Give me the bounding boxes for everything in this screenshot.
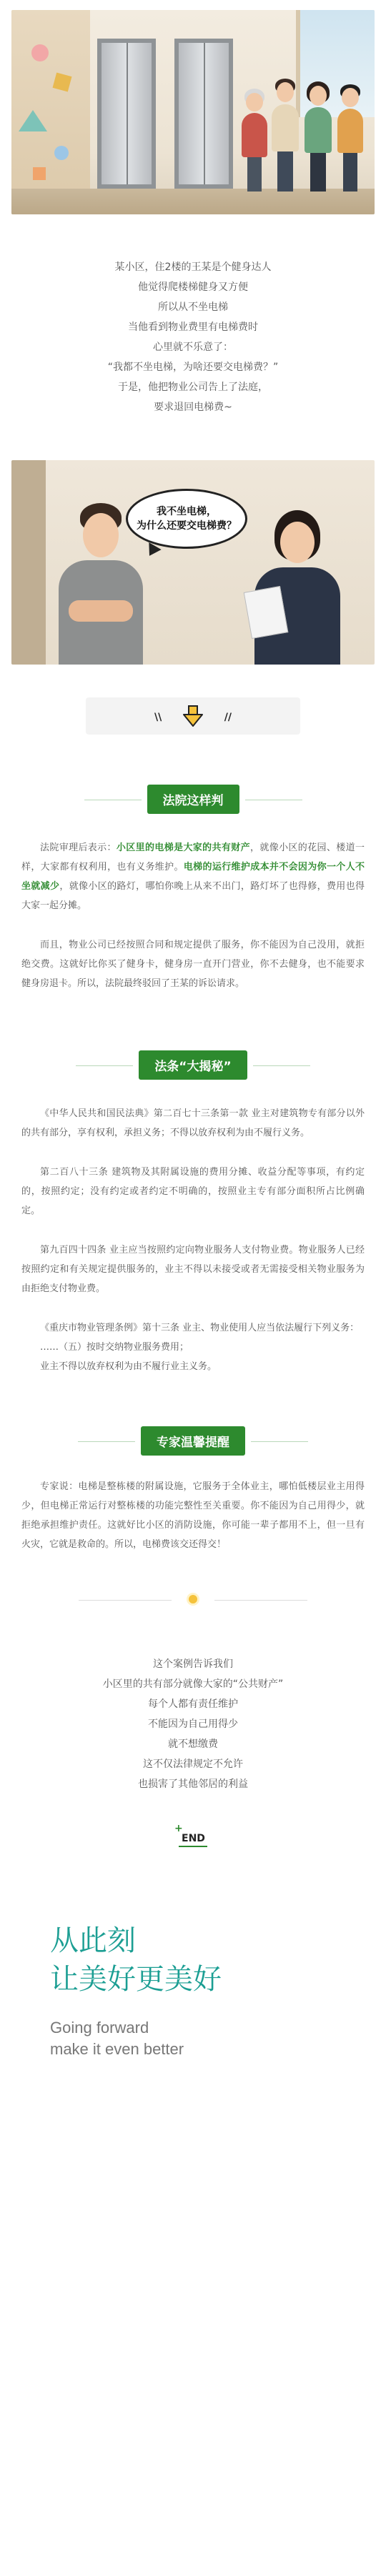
section-title-court-ruling: 法院这样判	[147, 785, 239, 814]
intro-line: 他觉得爬楼梯健身又方便	[138, 282, 248, 293]
intro-line: 当他看到物业费里有电梯费时	[128, 322, 258, 333]
intro-line: 心里就不乐意了：	[153, 342, 233, 353]
slogan-cn-line: 从此刻	[50, 1924, 136, 1957]
text-span: 法院审理后表示：	[40, 842, 117, 853]
intro-line: 所以从不坐电梯	[158, 302, 228, 313]
text-span: ，就像小区的路灯，哪怕你晚上从来不出门，路灯坏了也得修，费用也得大家一起分摊。	[21, 881, 365, 911]
law-paragraph-3: 第九百四十四条 业主应当按照约定向物业服务人支付物业费。物业服务人已经按照约定和有关规定提供服务的，业主不得以未接受或者无需接受相关物业服务为由拒绝支付物业费。	[21, 1245, 365, 1294]
closing-line: 就不想缴费	[168, 1739, 218, 1750]
end-mark	[172, 1823, 214, 1847]
court-ruling-paragraph-2: 而且，物业公司已经按照合同和规定提供了服务，你不能因为自己没用，就拒绝交费。这就好比你买了健身卡，健身房一直开门营业，你不去健身，也不能要求健身房退卡。所以，法院最终驳回了王某的诉讼请求。	[21, 940, 365, 989]
law-paragraph-6: 业主不得以放弃权利为由不履行业主义务。	[40, 1361, 217, 1372]
intro-text	[0, 257, 386, 417]
sun-icon	[187, 1593, 199, 1606]
closing-line: 这个案例告诉我们	[153, 1659, 233, 1670]
document-paper	[244, 586, 289, 639]
end-label: END	[182, 1833, 205, 1844]
intro-line: “我都不坐电梯，为啥还要交电梯费？”	[107, 362, 279, 373]
slogan-cn-line: 让美好更美好	[50, 1963, 222, 1996]
property-manager-woman	[247, 510, 347, 665]
speech-bubble-line: 我不坐电梯，	[157, 506, 217, 517]
door	[11, 460, 46, 665]
crossed-arms	[69, 600, 133, 622]
closing-text	[0, 1654, 386, 1794]
highlight-text: 小区里的电梯是大家的共有财产	[116, 842, 250, 853]
law-paragraph-4: 《重庆市物业管理条例》第十三条 业主、物业使用人应当依法履行下列义务：	[40, 1323, 360, 1333]
law-paragraph-5: ……（五）按时交纳物业服务费用；	[40, 1342, 189, 1353]
elevator-door-right	[174, 39, 233, 189]
speech-bubble	[126, 489, 247, 549]
wall-shapes-decoration	[19, 31, 83, 189]
sun-divider	[79, 1593, 307, 1608]
resident-elderly-woman	[240, 89, 269, 196]
intro-line: 要求退回电梯费~	[154, 402, 232, 413]
closing-line: 这不仅法律规定不允许	[143, 1759, 243, 1770]
speech-bubble-line: 为什么还要交电梯费？	[137, 520, 237, 532]
court-ruling-paragraph-1	[21, 838, 365, 915]
article-page	[0, 10, 386, 2103]
closing-line: 也损害了其他邻居的利益	[138, 1779, 248, 1790]
intro-line: 某小区，住2楼的王某是个健身达人	[114, 262, 272, 273]
resident-woman	[303, 81, 333, 196]
arrow-banner	[86, 697, 300, 735]
slogan-en	[50, 2017, 386, 2060]
arrow-down-icon	[182, 705, 204, 727]
section-title-expert-tips: 专家温馨提醒	[141, 1426, 245, 1456]
expert-paragraph: 专家说：电梯是整栋楼的附属设施，它服务于全体业主，哪怕低楼层业主用得少，但电梯正常运行对整栋楼的功能完整性至关重要。你不能因为自己用得少，就拒绝承担维护责任。这就好比小区的消防设施，你可能一辈子都用不上，但一旦有火灾，它就是救命的。所以，电梯费该交还得交！	[21, 1481, 365, 1550]
slogan-en-line: Going forward	[50, 2019, 149, 2037]
divider-line-left	[79, 1600, 172, 1601]
intro-line: 于是，他把物业公司告上了法庭，	[118, 382, 268, 393]
decor-slashes-left: \\	[154, 712, 162, 723]
elevator-door-left	[97, 39, 156, 189]
closing-line: 小区里的共有部分就像大家的“公共财产”	[102, 1679, 284, 1690]
resident-man	[270, 79, 300, 196]
closing-line: 不能因为自己用得少	[148, 1719, 238, 1730]
divider-line-right	[214, 1600, 307, 1601]
resident-young-man	[336, 84, 365, 196]
slogan	[50, 1921, 386, 2060]
closing-line: 每个人都有责任维护	[148, 1699, 238, 1710]
highlight-text: 电梯的运行维护成本并不会因为你一个人不坐就减少	[21, 862, 365, 892]
decor-slashes-right: //	[224, 712, 232, 723]
law-paragraph-2: 第二百八十三条 建筑物及其附属设施的费用分摊、收益分配等事项，有约定的，按照约定；没有约定或者约定不明确的，按照业主专有部分面积所占比例确定。	[21, 1167, 365, 1216]
text-span: ，就像小区的花园、楼道一样，大家都有权利用，也有义务维护。	[21, 842, 365, 872]
law-paragraph-1: 《中华人民共和国民法典》第二百七十三条第一款 业主对建筑物专有部分以外的共有部分，享有权利，承担义务；不得以放弃权利为由不履行义务。	[21, 1108, 365, 1138]
end-underline	[179, 1846, 207, 1847]
elevator-lobby-illustration	[11, 10, 375, 214]
section-title-law-articles: 法条“大揭秘”	[139, 1050, 247, 1080]
plus-icon: +	[174, 1823, 183, 1834]
dispute-illustration	[11, 460, 375, 665]
slogan-en-line: make it even better	[50, 2040, 184, 2058]
